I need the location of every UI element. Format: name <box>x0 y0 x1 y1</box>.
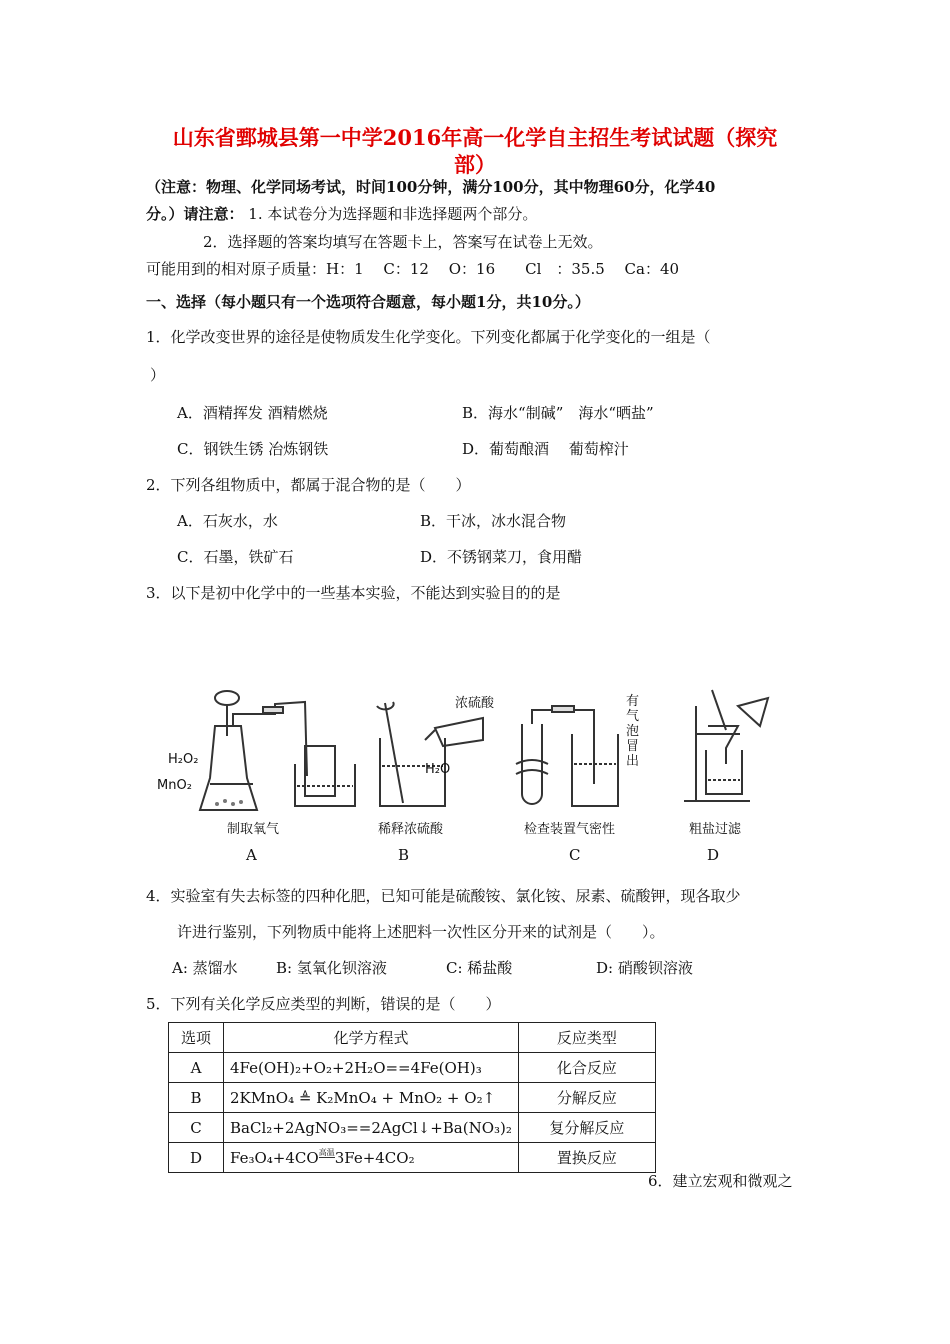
q2-option-c: C．石墨，铁矿石 <box>177 548 294 566</box>
reaction-table <box>168 1022 656 1173</box>
q2-option-b: B．干冰，冰水混合物 <box>420 512 567 530</box>
table-header-row <box>169 1023 656 1053</box>
header-type: 反应类型 <box>518 1023 655 1053</box>
fig-a-caption: 制取氧气 <box>227 822 280 837</box>
row-type: 化合反应 <box>518 1053 655 1083</box>
q5-stem: 5．下列有关化学反应类型的判断，错误的是（ ） <box>146 995 501 1013</box>
row-type: 分解反应 <box>518 1083 655 1113</box>
page-title-cont: 部） <box>454 152 496 177</box>
fig-c-letter: C <box>569 846 581 864</box>
eq-condition: 高温 <box>318 1148 335 1157</box>
notice-line2-rest: 1. 本试卷分为选择题和非选择题两个部分。 <box>248 205 538 223</box>
row-equation: BaCl₂+2AgNO₃==2AgCl↓+Ba(NO₃)₂ <box>224 1113 519 1143</box>
page-title: 山东省鄄城县第一中学2016年高一化学自主招生考试试题（探究 <box>172 125 778 150</box>
fig-d-caption: 粗盐过滤 <box>689 822 742 837</box>
fig-a-letter: A <box>246 846 257 864</box>
label-conc-acid: 浓硫酸 <box>455 696 495 711</box>
q2-option-a: A．石灰水，水 <box>177 512 278 530</box>
table-row <box>169 1053 656 1083</box>
q1-option-c: C．钢铁生锈 冶炼钢铁 <box>177 440 329 458</box>
fig-c-caption: 检查装置气密性 <box>524 822 616 837</box>
figure-filtration <box>680 686 780 810</box>
row-option: B <box>169 1083 224 1113</box>
figure-airtight-check <box>510 694 620 812</box>
q2-stem: 2．下列各组物质中，都属于混合物的是（ ） <box>146 476 471 494</box>
label-water: H₂O <box>425 762 451 777</box>
row-type: 复分解反应 <box>518 1113 655 1143</box>
atomic-masses: 可能用到的相对原子质量：H：1 C：12 O：16 Cl ：35.5 Ca：40 <box>146 260 680 278</box>
q1-stem-cont: ） <box>150 366 166 384</box>
notice-line3: 2．选择题的答案均填写在答题卡上，答案写在试卷上无效。 <box>203 233 603 251</box>
q4-stem-2: 许进行鉴别，下列物质中能将上述肥料一次性区分开来的试剂是（ ）。 <box>177 923 665 941</box>
q1-option-a: A．酒精挥发 酒精燃烧 <box>177 404 328 422</box>
eq-right: 3Fe+4CO₂ <box>334 1149 415 1167</box>
row-equation: 2KMnO₄ ≜ K₂MnO₄ + MnO₂ + O₂↑ <box>224 1083 519 1113</box>
row-equation <box>224 1143 519 1173</box>
q2-option-d: D．不锈钢菜刀，食用醋 <box>420 548 583 566</box>
section-heading: 一、选择（每小题只有一个选项符合题意，每小题1分，共10分。） <box>146 293 590 311</box>
label-h2o2-text: H₂O₂ <box>168 752 199 767</box>
q4-option-c: C: 稀盐酸 <box>446 959 513 977</box>
fig-b-caption: 稀释浓硫酸 <box>378 822 444 837</box>
row-option: C <box>169 1113 224 1143</box>
label-bubbles: 有气泡冒出 <box>626 694 640 769</box>
row-type: 置换反应 <box>518 1143 655 1173</box>
q3-stem: 3．以下是初中化学中的一些基本实验，不能达到实验目的的是 <box>146 584 561 602</box>
header-option: 选项 <box>169 1023 224 1053</box>
q1-stem: 1．化学改变世界的途径是使物质发生化学变化。下列变化都属于化学变化的一组是（ <box>146 328 711 346</box>
q6-stem: 6．建立宏观和微观之 <box>648 1172 793 1190</box>
row-equation: 4Fe(OH)₂+O₂+2H₂O==4Fe(OH)₃ <box>224 1053 519 1083</box>
q4-option-a: A: 蒸馏水 <box>172 959 238 977</box>
notice-line2 <box>146 203 537 224</box>
table-row <box>169 1143 656 1173</box>
table-row <box>169 1083 656 1113</box>
q4-option-d: D: 硝酸钡溶液 <box>596 959 693 977</box>
fig-b-letter: B <box>398 846 410 864</box>
q4-stem-1: 4．实验室有失去标签的四种化肥，已知可能是硫酸铵、氯化铵、尿素、硫酸钾，现各取少 <box>146 887 741 905</box>
table-row <box>169 1113 656 1143</box>
q1-option-d: D．葡萄酿酒 葡萄榨汁 <box>462 440 629 458</box>
notice-line1: （注意：物理、化学同场考试，时间100分钟，满分100分，其中物理60分，化学40 <box>146 178 716 196</box>
row-option: A <box>169 1053 224 1083</box>
notice-line2-bold: 分。）请注意： <box>146 205 244 223</box>
label-mno2-text: MnO₂ <box>157 778 192 793</box>
eq-left: Fe₃O₄+4CO <box>230 1149 319 1167</box>
q1-option-b: B．海水“制碱” 海水“晒盐” <box>462 404 654 422</box>
row-option: D <box>169 1143 224 1173</box>
header-equation: 化学方程式 <box>224 1023 519 1053</box>
q4-option-b: B: 氢氧化钡溶液 <box>276 959 387 977</box>
fig-d-letter: D <box>707 846 720 864</box>
